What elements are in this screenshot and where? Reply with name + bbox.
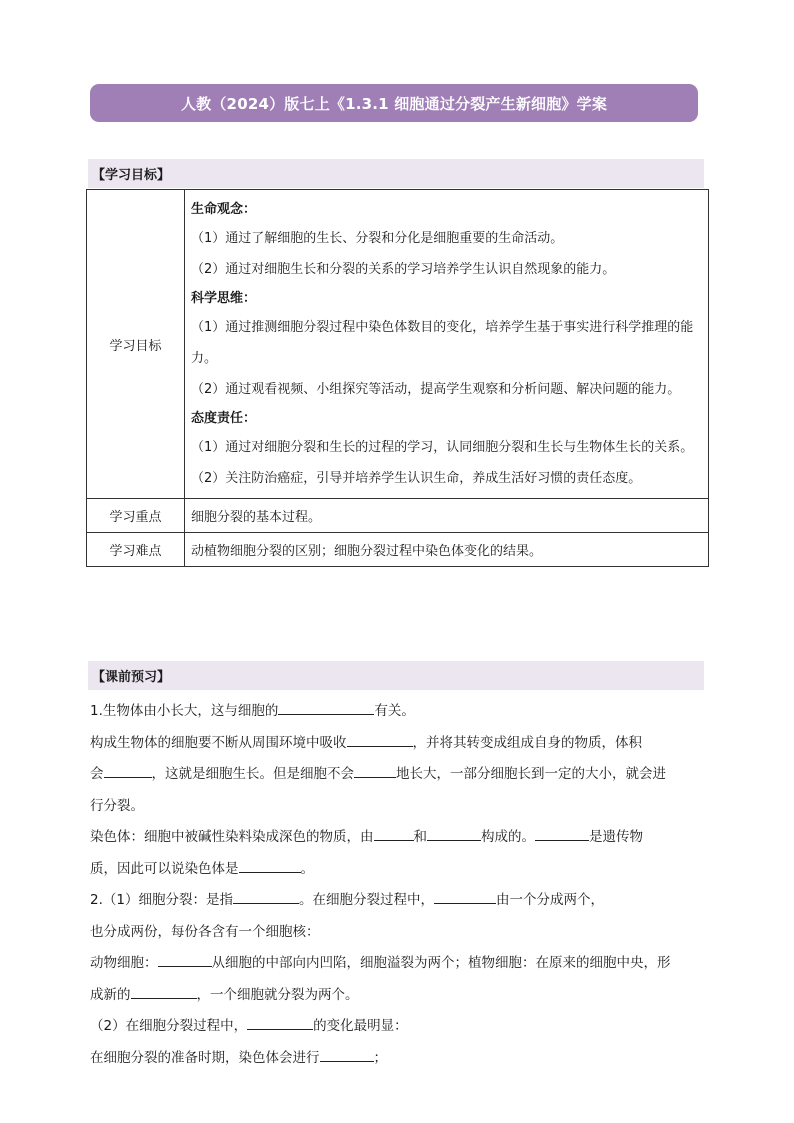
preview-exercises (90, 696, 704, 1074)
answer-blank[interactable] (104, 763, 152, 778)
answer-blank[interactable] (320, 1047, 374, 1062)
answer-blank[interactable] (131, 984, 197, 999)
exercise-line: 也分成两份，每份各含有一个细胞核： (90, 923, 320, 940)
goal-heading: 生命观念： (191, 202, 257, 217)
answer-blank[interactable] (354, 763, 396, 778)
answer-blank[interactable] (427, 826, 481, 841)
goal-heading: 科学思维： (191, 291, 257, 306)
goals-content-cell (185, 190, 709, 499)
goal-item: （1）通过推测细胞分裂过程中染色体数目的变化，培养学生基于事实进行科学推理的能力。 (191, 320, 694, 366)
goal-item: （1）通过对细胞分裂和生长的过程的学习，认同细胞分裂和生长与生物体生长的关系。 (191, 440, 694, 455)
difficulty-cell (185, 533, 709, 567)
table-row (87, 533, 709, 567)
exercise-line: 构成生物体的细胞要不断从周围环境中吸收 ，并将其转变成组成自身的物质，体积 (90, 728, 704, 760)
exercise-line: 会 ，这就是细胞生长。但是细胞不会 地长大，一部分细胞长到一定的大小，就会进 (90, 759, 704, 791)
exercise-line: 质，因此可以说染色体是 。 (90, 854, 704, 886)
goal-item: （1）通过了解细胞的生长、分裂和分化是细胞重要的生命活动。 (191, 231, 564, 246)
answer-blank[interactable] (434, 889, 496, 904)
exercise-line: 行分裂。 (90, 797, 144, 814)
section-header-preview (88, 661, 704, 690)
table-row (87, 190, 709, 499)
answer-blank[interactable] (239, 858, 301, 873)
table-row (87, 499, 709, 533)
exercise-line: 动物细胞： 从细胞的中部向内凹陷，细胞溢裂为两个；植物细胞：在原来的细胞中央，形 (90, 948, 704, 980)
document-title-banner (90, 84, 698, 122)
exercise-line: 1.生物体由小长大，这与细胞的 有关。 (90, 696, 704, 728)
exercise-line: 2.（1）细胞分裂：是指 。在细胞分裂过程中， 由一个分成两个， (90, 885, 704, 917)
difficulty-label: 学习难点 (109, 544, 162, 559)
answer-blank[interactable] (278, 700, 374, 715)
key-point-cell (185, 499, 709, 533)
section-header-learning-goals (88, 159, 704, 188)
answer-blank[interactable] (158, 952, 212, 967)
key-point-label-cell (87, 499, 185, 533)
answer-blank[interactable] (247, 1015, 313, 1030)
goal-item: （2）通过对细胞生长和分裂的关系的学习培养学生认识自然现象的能力。 (191, 262, 616, 277)
exercise-line: 在细胞分裂的准备时期，染色体会进行 ； (90, 1043, 704, 1075)
exercise-line: 染色体：细胞中被碱性染料染成深色的物质，由 和 构成的。 是遗传物 (90, 822, 704, 854)
answer-blank[interactable] (233, 889, 299, 904)
key-point-text: 细胞分裂的基本过程。 (191, 510, 322, 525)
goal-heading: 态度责任： (191, 411, 257, 426)
document-title: 人教（2024）版七上《1.3.1 细胞通过分裂产生新细胞》学案 (180, 94, 608, 113)
exercise-line: （2）在细胞分裂过程中， 的变化最明显： (90, 1011, 704, 1043)
exercise-line: 成新的 ，一个细胞就分裂为两个。 (90, 980, 704, 1012)
difficulty-text: 动植物细胞分裂的区别；细胞分裂过程中染色体变化的结果。 (191, 544, 543, 559)
answer-blank[interactable] (535, 826, 589, 841)
answer-blank[interactable] (347, 732, 413, 747)
goal-item: （2）关注防治癌症，引导并培养学生认识生命，养成生活好习惯的责任态度。 (191, 471, 642, 486)
section-title: 【课前预习】 (92, 670, 171, 685)
goal-item: （2）通过观看视频、小组探究等活动，提高学生观察和分析问题、解决问题的能力。 (191, 382, 681, 397)
learning-goals-table (86, 189, 709, 567)
answer-blank[interactable] (374, 826, 414, 841)
goals-label: 学习目标 (109, 338, 162, 354)
key-point-label: 学习重点 (109, 510, 162, 525)
goals-label-cell (87, 190, 185, 499)
section-title: 【学习目标】 (92, 168, 171, 183)
difficulty-label-cell (87, 533, 185, 567)
